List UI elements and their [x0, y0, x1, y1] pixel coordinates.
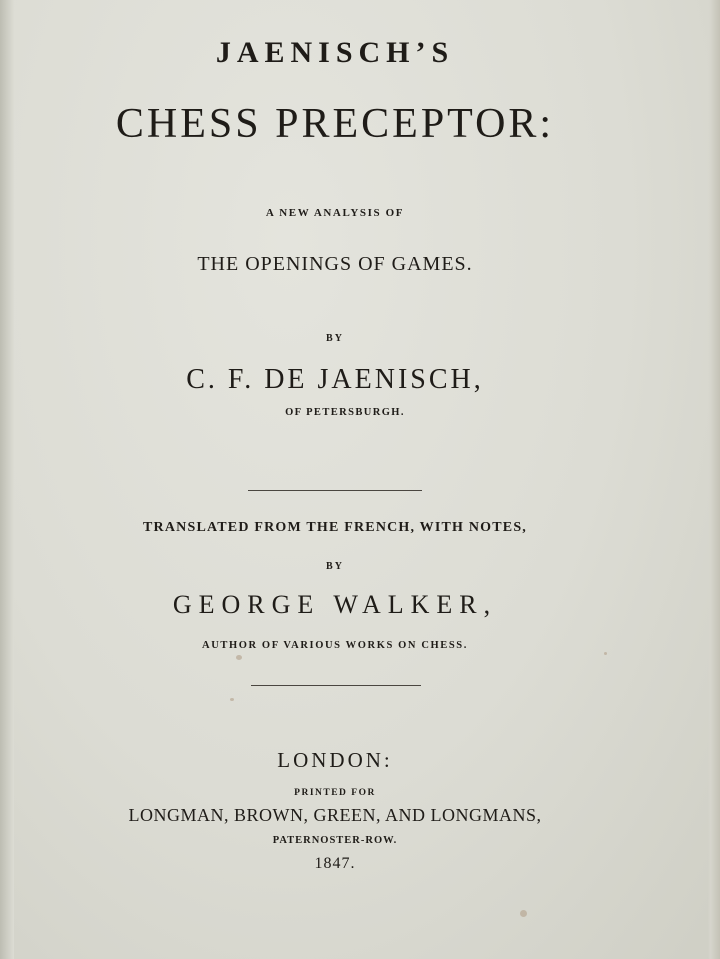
subtitle-prefix: A NEW ANALYSIS OF [265, 207, 405, 219]
imprint-city: LONDON: [277, 748, 393, 772]
subtitle: THE OPENINGS OF GAMES. [197, 253, 473, 275]
by-label-translator: BY [326, 561, 344, 572]
translation-note: TRANSLATED FROM THE FRENCH, WITH NOTES, [142, 520, 528, 535]
paper-foxing-spot [236, 655, 242, 660]
divider-rule [251, 685, 421, 686]
publication-year: 1847. [314, 855, 356, 872]
author-location: OF PETERSBURGH. [285, 407, 405, 418]
paper-foxing-spot [604, 652, 607, 655]
title-possessive: JAENISCH’S [215, 36, 455, 69]
page-right-edge [708, 0, 720, 959]
author-name: C. F. DE JAENISCH, [186, 364, 484, 395]
divider-rule [248, 490, 422, 491]
main-title: CHESS PRECEPTOR: [115, 101, 555, 147]
translator-name: GEORGE WALKER, [172, 590, 498, 619]
translator-credit: AUTHOR OF VARIOUS WORKS ON CHESS. [202, 640, 468, 651]
printed-for-label: PRINTED FOR [294, 788, 376, 798]
publisher-address: PATERNOSTER-ROW. [272, 835, 398, 846]
paper-foxing-spot [520, 910, 527, 917]
by-label-author: BY [326, 333, 344, 344]
paper-foxing-spot [230, 698, 234, 701]
publisher-name: LONGMAN, BROWN, GREEN, AND LONGMANS, [128, 805, 542, 825]
